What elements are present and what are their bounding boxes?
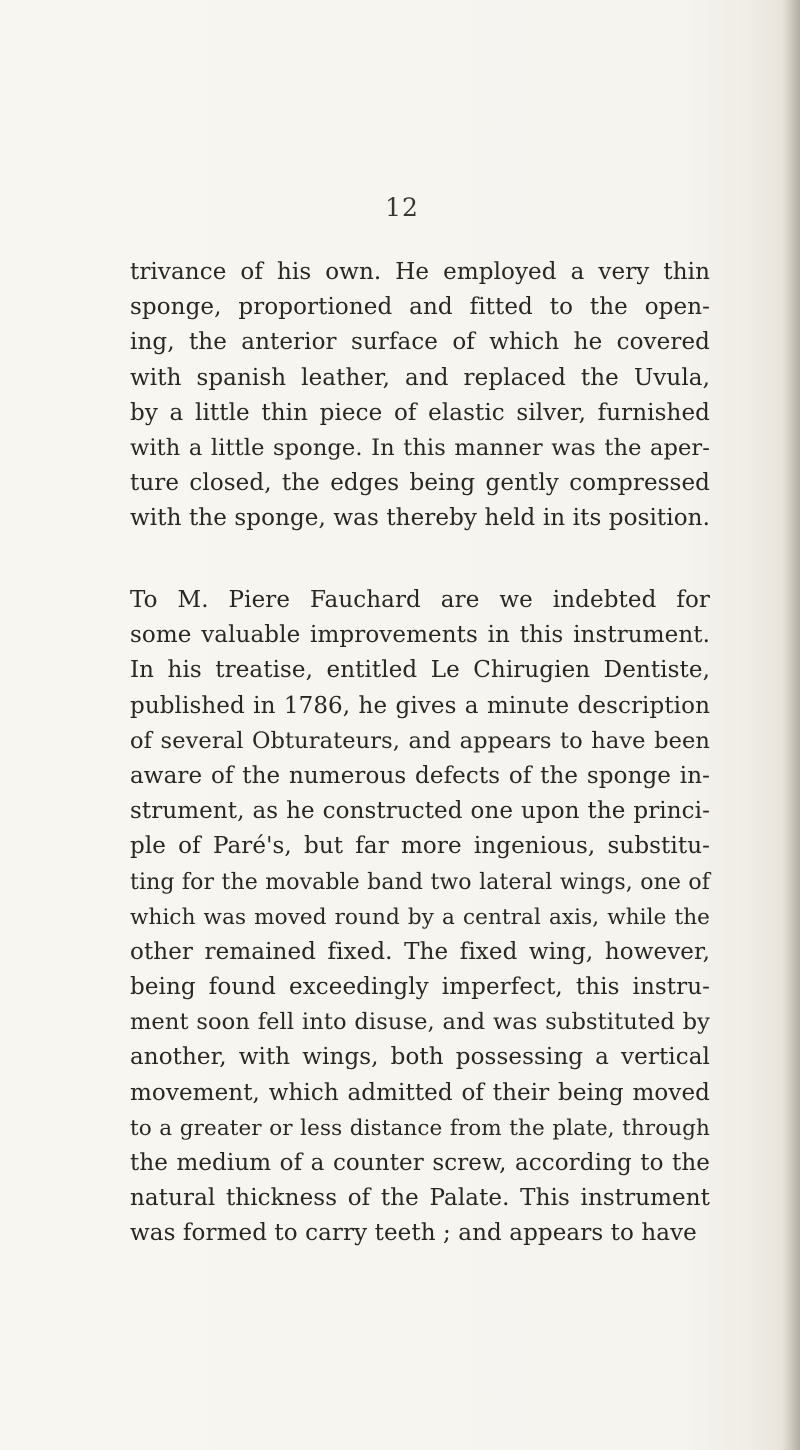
text-line: ple of Paré's, but far more ingenious, substitu-: [130, 833, 710, 860]
text-line: ment soon fell into disuse, and was substituted by: [130, 1009, 710, 1036]
text-line: with spanish leather, and replaced the Uvula,: [130, 364, 710, 391]
text-line: ting for the movable band two lateral wings, one of: [130, 869, 710, 895]
text-line: by a little thin piece of elastic silver, furnished: [130, 399, 710, 426]
text-line: another, with wings, both possessing a vertical: [130, 1044, 710, 1071]
text-line: the medium of a counter screw, according to the: [130, 1150, 710, 1176]
text-line: was formed to carry teeth ; and appears to have: [130, 1220, 697, 1247]
text-line: to a greater or less distance from the plate, through: [130, 1115, 710, 1141]
text-line: strument, as he constructed one upon the princi-: [130, 798, 710, 825]
page-number: 12: [385, 193, 419, 222]
text-line: trivance of his own. He employed a very thin: [130, 259, 710, 285]
text-line: with a little sponge. In this manner was the aper-: [130, 434, 710, 461]
text-line: ing, the anterior surface of which he covered: [130, 329, 710, 356]
text-line: In his treatise, entitled Le Chirugien Dentiste,: [130, 657, 710, 684]
text-line: To M. Piere Fauchard are we indebted for: [130, 587, 710, 613]
page-edge-shadow: [782, 0, 800, 1450]
text-line: movement, which admitted of their being moved: [130, 1079, 710, 1106]
text-line: aware of the numerous defects of the sponge in-: [130, 762, 710, 789]
text-line: with the sponge, was thereby held in its position.: [130, 505, 710, 532]
text-line: of several Obturateurs, and appears to have been: [130, 727, 710, 754]
text-line: sponge, proportioned and fitted to the open-: [130, 294, 710, 321]
text-line: natural thickness of the Palate. This instrument: [130, 1185, 710, 1212]
paragraph-1: [130, 255, 710, 537]
text-line: being found exceedingly imperfect, this instru-: [130, 974, 710, 1001]
text-line: some valuable improvements in this instrument.: [130, 622, 710, 649]
text-line: other remained fixed. The fixed wing, however,: [130, 938, 710, 965]
paragraph-2: [130, 583, 710, 1252]
text-line: ture closed, the edges being gently compressed: [130, 470, 710, 497]
text-line: published in 1786, he gives a minute description: [130, 692, 710, 719]
text-line: which was moved round by a central axis, while the: [130, 904, 710, 930]
